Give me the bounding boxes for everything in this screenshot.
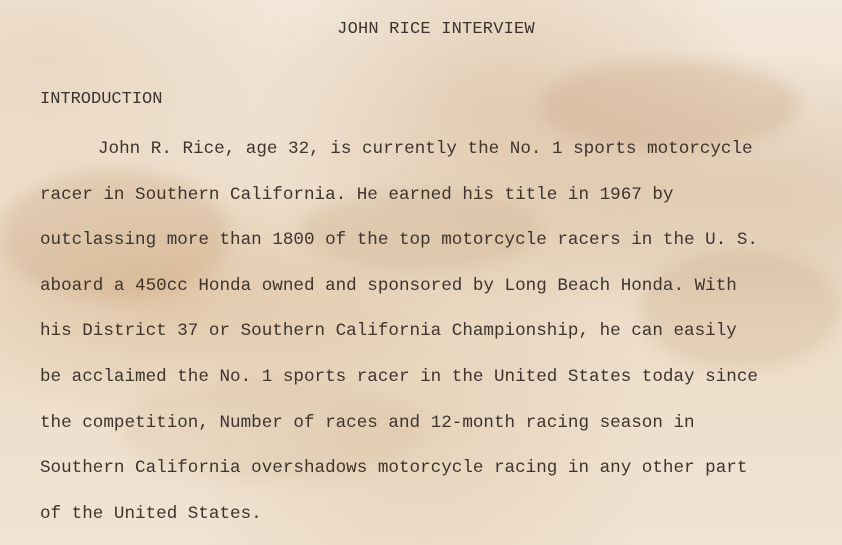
section-heading: INTRODUCTION <box>40 90 163 109</box>
document-title: JOHN RICE INTERVIEW <box>337 20 535 39</box>
paragraph-line: his District 37 or Southern California Championship, he can easily <box>40 321 737 342</box>
introduction-paragraph <box>40 131 830 541</box>
paragraph-line: of the United States. <box>40 503 262 524</box>
paragraph-line: racer in Southern California. He earned his title in 1967 by <box>40 184 674 205</box>
paragraph-line: John R. Rice, age 32, is currently the No. 1 sports motorcycle <box>98 139 753 159</box>
paragraph-line: be acclaimed the No. 1 sports racer in the United States today since <box>40 366 758 387</box>
paragraph-line: aboard a 450cc Honda owned and sponsored by Long Beach Honda. With <box>40 275 737 296</box>
paragraph-line: the competition, Number of races and 12-month racing season in <box>40 412 695 433</box>
paragraph-line: Southern California overshadows motorcycle racing in any other part <box>40 458 748 479</box>
paragraph-line: outclassing more than 1800 of the top motorcycle racers in the U. S. <box>40 230 758 251</box>
